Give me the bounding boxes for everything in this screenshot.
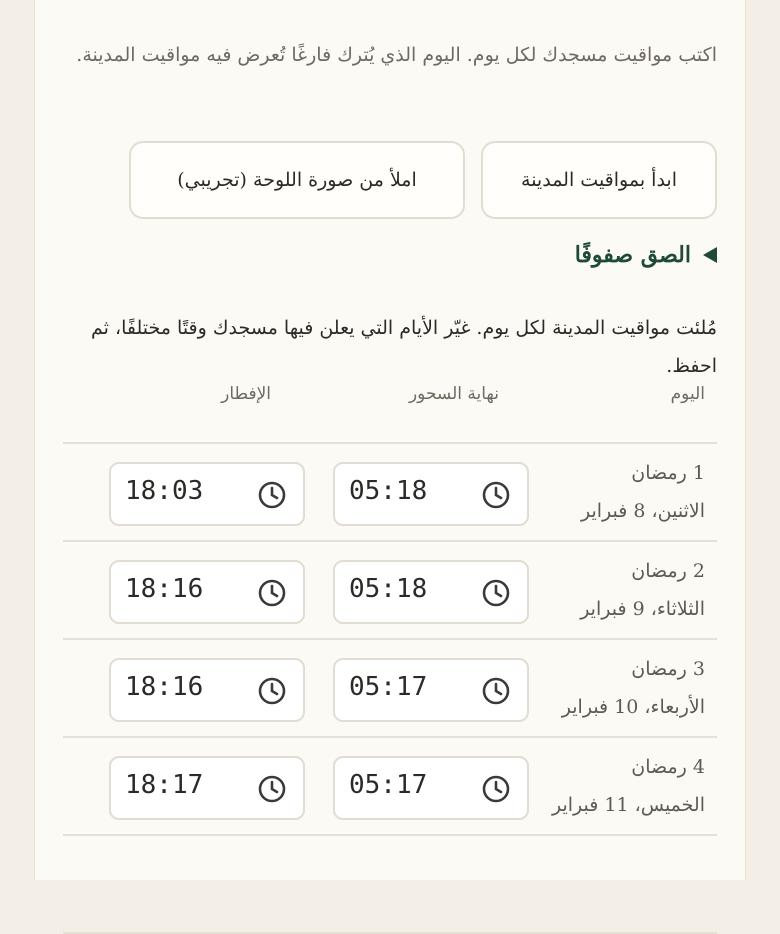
table-row	[63, 444, 717, 542]
suhoor-time-value: 05:18	[349, 476, 428, 506]
clock-icon	[481, 676, 511, 706]
clock-icon	[481, 480, 511, 510]
gregorian-date: الاثنين، 8 فبراير	[581, 500, 705, 522]
clock-icon	[481, 578, 511, 608]
header-day: اليوم	[670, 384, 705, 404]
header-suhoor: نهاية السحور	[408, 384, 499, 404]
header-iftar: الإفطار	[221, 384, 271, 404]
times-table	[63, 384, 717, 934]
table-row	[63, 738, 717, 836]
iftar-time-value: 18:16	[125, 574, 204, 604]
iftar-time-input[interactable]	[109, 658, 305, 722]
filled-note: مُلئت مواقيت المدينة لكل يوم. غيّر الأيام التي يعلن فيها مسجدك وقتًا مختلفًا، ثم احفظ.	[91, 317, 717, 377]
table-header	[63, 384, 717, 444]
suhoor-time-value: 05:17	[349, 672, 428, 702]
settings-card	[34, 0, 746, 880]
iftar-time-value: 18:17	[125, 770, 204, 800]
intro-text: اكتب مواقيت مسجدك لكل يوم. اليوم الذي يُترك فارغًا تُعرض فيه مواقيت المدينة.	[76, 44, 717, 66]
triangle-left-icon	[703, 247, 717, 263]
gregorian-date: الأربعاء، 10 فبراير	[561, 696, 705, 718]
suhoor-time-value: 05:18	[349, 574, 428, 604]
ramadan-day: 2 رمضان	[631, 560, 705, 582]
iftar-time-value: 18:16	[125, 672, 204, 702]
clock-icon	[481, 774, 511, 804]
clock-icon	[257, 774, 287, 804]
ramadan-day: 4 رمضان	[631, 756, 705, 778]
suhoor-time-input[interactable]	[333, 462, 529, 526]
table-row	[63, 640, 717, 738]
gregorian-date: الثلاثاء، 9 فبراير	[580, 598, 705, 620]
clock-icon	[257, 676, 287, 706]
gregorian-date: الخميس، 11 فبراير	[551, 794, 705, 816]
iftar-time-input[interactable]	[109, 462, 305, 526]
paste-rows-label: الصق صفوفًا	[574, 242, 691, 268]
suhoor-time-input[interactable]	[333, 560, 529, 624]
paste-rows-toggle[interactable]	[575, 242, 717, 268]
suhoor-time-input[interactable]	[333, 658, 529, 722]
iftar-time-input[interactable]	[109, 756, 305, 820]
table-row	[63, 542, 717, 640]
table-row-partial	[63, 836, 717, 934]
iftar-time-value: 18:03	[125, 476, 204, 506]
clock-icon	[257, 578, 287, 608]
iftar-time-input[interactable]	[109, 560, 305, 624]
ramadan-day: 1 رمضان	[631, 462, 705, 484]
fill-from-photo-button[interactable]: املأ من صورة اللوحة (تجريبي)	[129, 141, 465, 219]
start-with-city-times-button[interactable]: ابدأ بمواقيت المدينة	[481, 141, 717, 219]
ramadan-day: 3 رمضان	[631, 658, 705, 680]
suhoor-time-value: 05:17	[349, 770, 428, 800]
clock-icon	[257, 480, 287, 510]
suhoor-time-input[interactable]	[333, 756, 529, 820]
